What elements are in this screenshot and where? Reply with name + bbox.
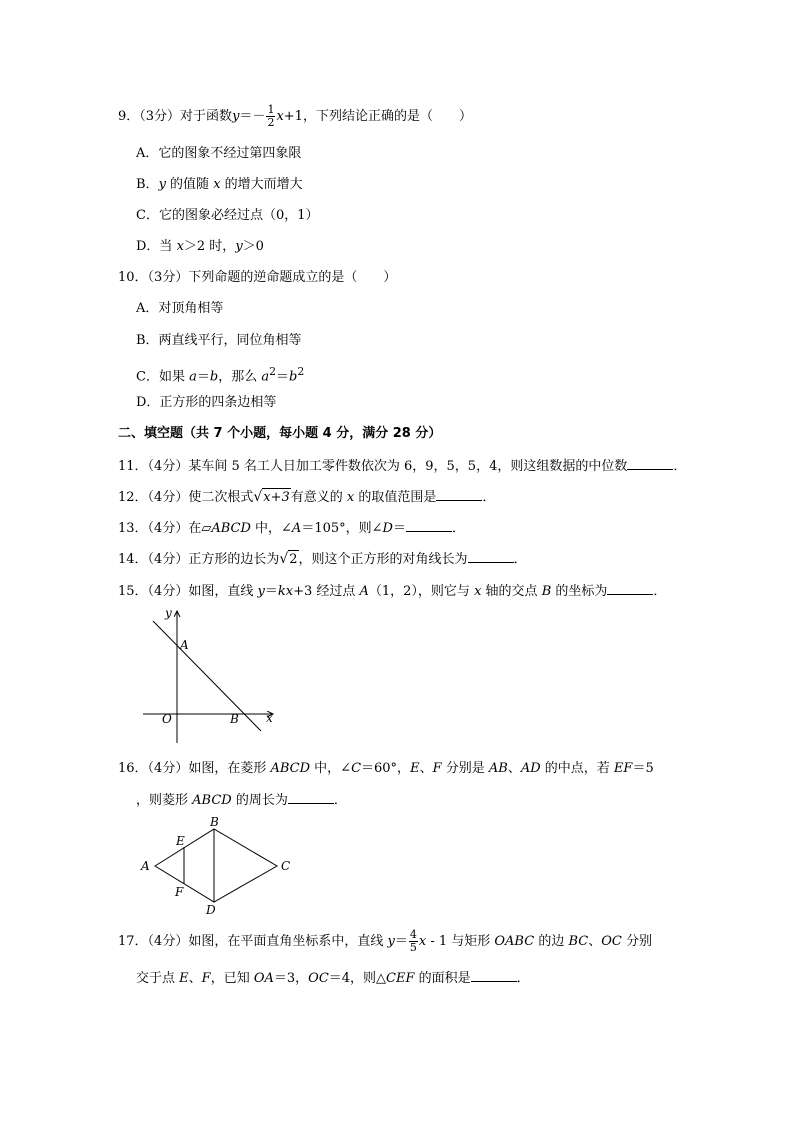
q17-e: E	[179, 971, 189, 986]
q17-sep2: 、	[188, 971, 202, 986]
q9-fn-eq: ＝－	[239, 109, 266, 124]
q15-fig-a-label: A	[180, 638, 189, 652]
q9-fn-rest: +1，下列结论正确的是（ ）	[283, 109, 472, 124]
q12-answer-blank[interactable]	[436, 488, 482, 501]
q16-f: F	[432, 761, 442, 776]
q9-stem	[118, 104, 472, 129]
q17-mid: - 1 与矩形	[426, 934, 495, 949]
q17-oc: OC	[601, 934, 622, 949]
q17-v1: ＝3，	[273, 971, 309, 986]
q10-c-b: b	[209, 369, 219, 385]
q17-v2: ＝4，则△	[328, 971, 387, 986]
q15-fig-b-label: B	[230, 712, 239, 726]
q15-pre: 如图，直线	[188, 584, 258, 599]
q16-mid3: 的中点，若	[540, 761, 614, 776]
q16-line2-post: 的周长为	[231, 793, 288, 808]
q17-x: x	[418, 934, 427, 949]
q15-number: 15．（4分）	[118, 584, 189, 599]
q10-stem	[118, 269, 396, 287]
q17-mid2: 的边	[534, 934, 569, 949]
q16-abcd: ABCD	[270, 761, 311, 776]
q16-mid2: 分别是	[441, 761, 489, 776]
q16-line2-pre: ，则菱形	[136, 793, 193, 808]
q16-fig-d-label: D	[206, 903, 216, 917]
q15-fig-o-label: O	[162, 712, 172, 726]
q13-abcd: ABCD	[211, 521, 251, 536]
q10-c-sup1: 2	[269, 365, 276, 378]
q16-sep: 、	[419, 761, 433, 776]
q9-frac-num: 1	[267, 103, 275, 116]
q15-eq: ＝	[264, 584, 278, 599]
q17-frac-den: 5	[409, 941, 417, 954]
q17-fraction	[409, 929, 418, 954]
q16-fig-c-label: C	[281, 859, 291, 873]
q12	[118, 488, 495, 507]
q16-rhombus	[155, 829, 277, 902]
q15-figure	[135, 605, 285, 750]
q10-option-b: B．两直线平行，同位角相等	[136, 333, 302, 348]
q16-line2	[136, 791, 347, 810]
q9-b-post: 的增大而增大	[220, 177, 303, 192]
q15-end: ．	[653, 584, 667, 599]
q12-pre: 使二次根式	[188, 490, 254, 505]
q14-radicand: 2	[289, 552, 298, 567]
q17-line2-post: 的面积是	[414, 971, 471, 986]
q10-option-d: D．正方形的四条边相等	[136, 395, 277, 410]
q11-answer-blank[interactable]	[627, 457, 673, 470]
q12-number: 12．（4分）	[118, 490, 189, 505]
q10-c-b2: b	[289, 369, 298, 385]
section-2-heading: 二、填空题（共 7 个小题，每小题 4 分，满分 28 分）	[118, 426, 442, 441]
q9-d-post: ＞0	[242, 239, 264, 254]
q10-option-c	[136, 363, 304, 386]
q10-c-sup2: 2	[297, 365, 305, 378]
q17-oc2: OC	[308, 971, 329, 986]
q17-line2-pre: 交于点	[136, 971, 180, 986]
q16-mid: 中，∠	[310, 761, 352, 776]
q9-fn-x: x	[276, 109, 284, 124]
q13-eq: ＝105°，则∠	[301, 521, 383, 536]
q9-option-c: C．它的图象必经过点（0，1）	[136, 208, 319, 223]
q9-option-b	[136, 176, 303, 194]
q16-fig-b-label: B	[210, 815, 219, 829]
q16-fig-f-label: F	[175, 885, 184, 899]
q9-d-mid: ＞2 时，	[183, 239, 236, 254]
q17-y: y	[387, 934, 395, 949]
q15-b: B	[541, 584, 552, 599]
q14-answer-blank[interactable]	[468, 550, 514, 563]
q9-b-pre: B．	[136, 177, 159, 192]
q16-sep2: 、	[507, 761, 521, 776]
q17-sep: 、	[588, 934, 602, 949]
q9-stem-text: 对于函数	[180, 109, 233, 124]
q11	[118, 457, 686, 476]
q10-c-a2: a	[261, 369, 270, 385]
q15-fig-y-label: y	[165, 606, 172, 620]
q17-frac-num: 4	[409, 928, 417, 941]
q15-mid2: 轴的交点	[481, 584, 542, 599]
q10-stem-text: 下列命题的逆命题成立的是（ ）	[188, 270, 397, 285]
q10-c-eq2: ＝	[276, 369, 290, 385]
q13-answer-blank[interactable]	[406, 519, 452, 532]
q17-f: F	[201, 971, 211, 986]
q9-b-x: x	[213, 177, 221, 192]
q14-radical-sign: √	[279, 551, 289, 567]
q16-number: 16．（4分）	[118, 761, 189, 776]
q12-radicand: x+3	[263, 490, 290, 505]
q14	[118, 550, 527, 569]
q15-x: x	[474, 584, 482, 599]
q17-post: 分别	[621, 934, 652, 949]
q17-eq: ＝	[394, 934, 408, 949]
q9-b-mid: 的值随	[165, 177, 214, 192]
q11-number: 11．（4分）	[118, 459, 189, 474]
q10-c-pre: C．如果	[136, 369, 190, 385]
q13-post: ＝	[392, 521, 406, 536]
q16-line1	[118, 760, 654, 778]
q12-end: ．	[482, 490, 496, 505]
q15-kx: kx	[277, 584, 294, 599]
q13	[118, 519, 465, 538]
q16-fig-e-label: E	[176, 834, 185, 848]
q16-e: E	[410, 761, 420, 776]
q16-end: ．	[333, 793, 347, 808]
q9-d-pre: D．当	[136, 239, 177, 254]
q17-cef: CEF	[386, 971, 415, 986]
q15-post: 的坐标为	[551, 584, 608, 599]
q9-d-y: y	[235, 239, 243, 254]
q9-fn-y: y	[232, 109, 240, 124]
q13-mid: 中，∠	[250, 521, 292, 536]
q9-number: 9．（3分）	[118, 109, 181, 124]
q9-d-x: x	[176, 239, 184, 254]
q10-number: 10．（3分）	[118, 270, 189, 285]
q17-pre: 如图，在平面直角坐标系中，直线	[188, 934, 388, 949]
q9-frac-den: 2	[267, 116, 275, 129]
q11-text: 某车间 5 名工人日加工零件数依次为 6，9，5，5，4，则这组数据的中位数	[188, 459, 628, 474]
q16-pre: 如图，在菱形	[188, 761, 271, 776]
q14-number: 14．（4分）	[118, 552, 189, 567]
q15-a: A	[359, 584, 369, 599]
q10-option-a: A．对顶角相等	[136, 301, 224, 316]
q10-c-eq: ＝	[196, 369, 210, 385]
q10-c-mid: ，那么	[218, 369, 262, 385]
q15-pt: （1，2），则它与	[368, 584, 475, 599]
q16-c: C	[351, 761, 362, 776]
q17-oa: OA	[253, 971, 274, 986]
q16-ab: AB	[488, 761, 508, 776]
q17-answer-blank[interactable]	[471, 969, 517, 982]
q9-fraction	[266, 104, 275, 129]
q9-option-a: A．它的图象不经过第四象限	[136, 146, 302, 161]
q16-abcd2: ABCD	[192, 793, 232, 808]
q12-x: x	[346, 490, 355, 505]
q15-y: y	[257, 584, 265, 599]
q9-b-y: y	[158, 177, 166, 192]
q9-option-d	[136, 238, 264, 256]
q17-mid3: ，已知	[210, 971, 254, 986]
q16-fig-a-label: A	[141, 859, 150, 873]
q13-pre: 在▱	[188, 521, 212, 536]
q17-number: 17．（4分）	[118, 934, 189, 949]
q15-answer-blank[interactable]	[607, 582, 653, 595]
q10-c-a: a	[189, 369, 197, 385]
q12-radical-sign: √	[253, 489, 263, 505]
q12-mid: 有意义的	[290, 490, 347, 505]
q14-pre: 正方形的边长为	[188, 552, 280, 567]
q14-end: ．	[513, 552, 527, 567]
q17-bc: BC	[568, 934, 589, 949]
q17-line2	[136, 969, 530, 988]
q16-ad: AD	[520, 761, 541, 776]
q16-answer-blank[interactable]	[288, 791, 334, 804]
q13-a: A	[291, 521, 302, 536]
q15-fig-x-label: x	[266, 711, 273, 725]
q17-line1	[118, 929, 652, 954]
q15	[118, 582, 666, 601]
q17-end: ．	[516, 971, 530, 986]
q16-figure	[135, 812, 305, 920]
q15-mid: +3 经过点	[293, 584, 360, 599]
q16-val: ＝5	[632, 761, 654, 776]
q16-ang: ＝60°，	[361, 761, 411, 776]
q12-post: 的取值范围是	[354, 490, 437, 505]
q11-end: ．	[673, 459, 687, 474]
q13-end: ．	[451, 521, 465, 536]
q17-oabc: OABC	[494, 934, 535, 949]
q16-ef: EF	[613, 761, 633, 776]
q13-number: 13．（4分）	[118, 521, 189, 536]
q14-post: ，则这个正方形的对角线长为	[298, 552, 468, 567]
q13-d: D	[382, 521, 393, 536]
